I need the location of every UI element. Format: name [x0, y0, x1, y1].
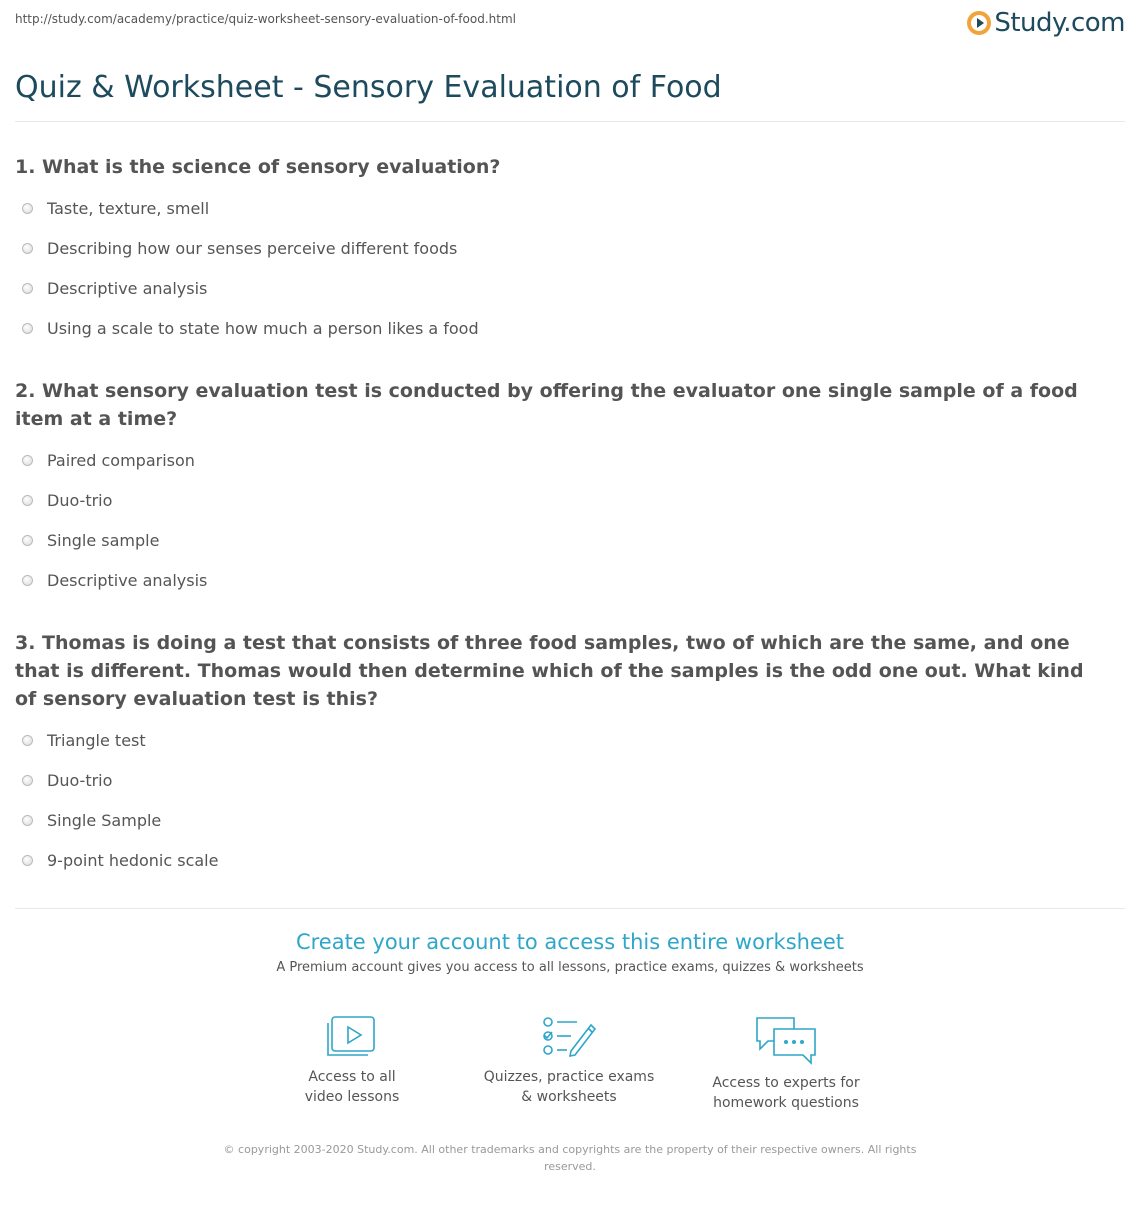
- answer-option[interactable]: [22, 308, 479, 348]
- answer-label: Duo-trio: [47, 490, 113, 510]
- answer-label: 9-point hedonic scale: [47, 850, 219, 870]
- radio-button-icon[interactable]: [22, 575, 33, 586]
- feature-label: Access to all video lessons: [304, 1069, 400, 1105]
- answer-option[interactable]: [22, 480, 207, 520]
- study-logo[interactable]: [967, 8, 1125, 38]
- feature-label: Access to experts for homework questions: [712, 1075, 860, 1111]
- answer-list-1: [22, 188, 479, 348]
- answer-list-2: [22, 440, 207, 600]
- answer-label: Single Sample: [47, 810, 162, 830]
- answer-option[interactable]: [22, 800, 218, 840]
- answer-label: Single sample: [47, 530, 160, 550]
- quiz-checklist-icon: [541, 1015, 597, 1059]
- question-3: 3. Thomas is doing a test that consists of three food samples, two of which are the same, and one that is different. Thomas would then determine which of the samples is the odd one out. What kind of sensory evaluation test is this?: [15, 632, 1084, 710]
- answer-label: Duo-trio: [47, 770, 113, 790]
- radio-button-icon[interactable]: [22, 203, 33, 214]
- radio-button-icon[interactable]: [22, 283, 33, 294]
- answer-label: Taste, texture, smell: [47, 198, 210, 218]
- feature-quizzes: [479, 1015, 659, 1107]
- radio-button-icon[interactable]: [22, 535, 33, 546]
- logo-text: Study.com: [994, 8, 1125, 38]
- radio-button-icon[interactable]: [22, 323, 33, 334]
- page-title: Quiz & Worksheet - Sensory Evaluation of Food: [15, 70, 722, 105]
- chat-bubbles-icon: [754, 1015, 818, 1065]
- answer-option[interactable]: [22, 228, 479, 268]
- cta-title-link[interactable]: Create your account to access this entire worksheet: [295, 930, 845, 954]
- play-circle-icon: [967, 11, 991, 35]
- radio-button-icon[interactable]: [22, 455, 33, 466]
- question-1: 1. What is the science of sensory evaluation?: [15, 156, 501, 178]
- cta-subtitle: A Premium account gives you access to all lessons, practice exams, quizzes & worksheets: [276, 960, 864, 975]
- page-url[interactable]: http://study.com/academy/practice/quiz-worksheet-sensory-evaluation-of-food.html: [15, 12, 516, 26]
- answer-list-3: [22, 720, 218, 880]
- video-lesson-icon: [326, 1015, 378, 1059]
- copyright: © copyright 2003-2020 Study.com. All other trademarks and copyrights are the property of their respective owners. All rights reserved.: [223, 1143, 917, 1173]
- answer-option[interactable]: [22, 560, 207, 600]
- radio-button-icon[interactable]: [22, 243, 33, 254]
- feature-video-lessons: [262, 1015, 442, 1107]
- answer-option[interactable]: [22, 720, 218, 760]
- answer-option[interactable]: [22, 760, 218, 800]
- feature-experts: [696, 1015, 876, 1113]
- answer-option[interactable]: [22, 520, 207, 560]
- radio-button-icon[interactable]: [22, 775, 33, 786]
- top-bar: [15, 0, 1125, 50]
- divider: [15, 908, 1125, 909]
- answer-option[interactable]: [22, 440, 207, 480]
- answer-label: Descriptive analysis: [47, 570, 208, 590]
- answer-label: Paired comparison: [47, 450, 195, 470]
- question-2: 2. What sensory evaluation test is conducted by offering the evaluator one single sample of a food item at a time?: [15, 380, 1078, 430]
- divider: [15, 121, 1125, 122]
- radio-button-icon[interactable]: [22, 495, 33, 506]
- premium-cta: [15, 930, 1125, 975]
- answer-label: Triangle test: [47, 730, 146, 750]
- answer-label: Describing how our senses perceive different foods: [47, 238, 458, 258]
- radio-button-icon[interactable]: [22, 815, 33, 826]
- radio-button-icon[interactable]: [22, 735, 33, 746]
- answer-option[interactable]: [22, 188, 479, 228]
- answer-label: Using a scale to state how much a person likes a food: [47, 318, 479, 338]
- answer-option[interactable]: [22, 840, 218, 880]
- feature-label: Quizzes, practice exams & worksheets: [483, 1069, 655, 1105]
- radio-button-icon[interactable]: [22, 855, 33, 866]
- answer-label: Descriptive analysis: [47, 278, 208, 298]
- answer-option[interactable]: [22, 268, 479, 308]
